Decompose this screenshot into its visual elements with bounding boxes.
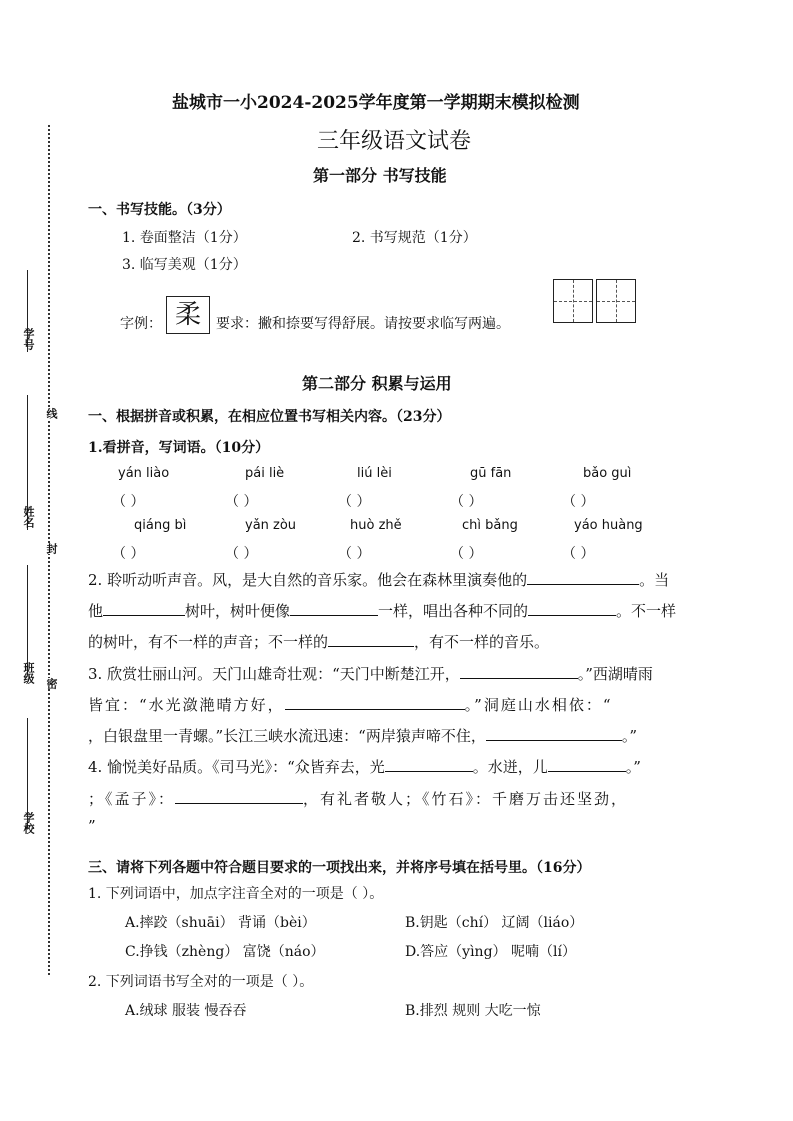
school-title: 盐城市一小2024-2025学年度第一学期期末模拟检测 [172,93,580,113]
part2-title: 第二部分 积累与运用 [302,374,452,393]
fill-blank[interactable] [175,789,303,804]
q1-title: 1.看拼音，写词语。（10分） [88,440,270,456]
q2-text: 的树叶，有不一样的声音；不一样的 [88,633,329,651]
mc2-option-b: B.排烈 规则 大吃一惊 [405,1003,541,1019]
mc1-option-a: A.摔跤（shuāi） 背诵（bèi） [125,915,316,931]
pinyin-item: huò zhě [350,518,402,533]
answer-blank[interactable]: （ ） [450,494,483,510]
seal-mark-mi: 密 [45,678,58,689]
q2-text: 。不一样 [616,602,677,620]
q2-text: 2. 聆听动听声音。风，是大自然的音乐家。他会在森林里演奏他的 [88,571,528,589]
pinyin-item: bǎo guì [583,466,632,481]
part2-section1-heading: 一、根据拼音或积累，在相应位置书写相关内容。（23分） [88,409,451,425]
fill-blank[interactable] [460,664,578,679]
pinyin-item: yǎn zòu [245,518,297,533]
answer-blank[interactable]: （ ） [338,546,371,562]
q2-line-1 [88,569,669,590]
q2-text: ，有不一样的音乐。 [414,633,550,651]
fill-blank[interactable] [285,695,465,710]
part1-section-heading: 一、书写技能。（3分） [88,202,231,218]
sample-label: 字例： [120,316,162,332]
part2-section3-heading: 三、请将下列各题中符合题目要求的一项找出来，并将序号填在括号里。（16分） [88,860,591,876]
answer-blank[interactable]: （ ） [450,546,483,562]
pinyin-item: yán liào [118,466,170,481]
writing-requirement: 要求：撇和捺要写得舒展。请按要求临写两遍。 [216,316,510,332]
q3-text: 。”西湖晴雨 [577,665,653,683]
q2-text: 。当 [639,571,670,589]
fill-blank[interactable] [528,601,616,616]
fill-blank[interactable] [385,757,473,772]
q4-text: ，有礼者敬人；《竹石》：千磨万击还坚劲， [303,790,629,808]
q2-line-3 [88,631,549,652]
q3-line-2 [88,694,708,715]
q3-text: 3. 欣赏壮丽山河。天门山雄奇壮观：“天门中断楚江开， [88,665,460,683]
seal-mark-feng: 封 [45,543,58,554]
part1-title: 第一部分 书写技能 [313,166,447,185]
sample-character-box: 柔 [166,296,210,334]
q4-line-3: ” [88,817,96,835]
q4-text: 。水迸，儿 [472,758,548,776]
answer-blank[interactable]: （ ） [112,494,145,510]
mc1-option-b: B.钥匙（chí） 辽阔（liáo） [405,915,584,931]
seal-mark-xian: 线 [45,408,58,419]
copy-grid-box-1[interactable] [553,279,593,323]
pinyin-item: pái liè [245,466,285,481]
fill-blank[interactable] [486,726,622,741]
mc1-option-d: D.答应（yìng） 呢喃（lí） [405,944,576,960]
answer-blank[interactable]: （ ） [225,494,258,510]
q3-line-3 [88,725,637,746]
part1-item-3: 3. 临写美观（1分） [122,257,247,273]
q3-text: 。”洞庭山水相依：“ [464,696,613,714]
fill-blank[interactable] [328,632,414,647]
answer-blank[interactable]: （ ） [562,546,595,562]
mc1-stem: 1. 下列词语中，加点字注音全对的一项是（ ）。 [88,886,384,902]
answer-blank[interactable]: （ ） [562,494,595,510]
q3-line-1 [88,663,653,684]
mc2-option-a: A.绒球 服装 慢吞吞 [125,1003,247,1019]
pinyin-item: qiáng bì [134,518,187,533]
q4-text: ；《孟子》： [88,790,176,808]
pinyin-item: yáo huàng [574,518,643,533]
part1-item-2: 2. 书写规范（1分） [352,230,477,246]
q4-line-2 [88,788,628,809]
mc2-stem: 2. 下列词语书写全对的一项是（ ）。 [88,974,314,990]
exam-title: 三年级语文试卷 [317,129,472,154]
q2-line-2 [88,600,676,621]
fill-blank[interactable] [527,570,639,585]
q3-text: ，白银盘里一青螺。”长江三峡水流迅速：“两岸猿声啼不住， [88,727,486,745]
q4-text: 4. 愉悦美好品质。《司马光》：“众皆弃去，光 [88,758,385,776]
pinyin-item: chì bǎng [462,518,518,533]
class-line [27,565,28,675]
student-id-label: 学号 [22,328,35,350]
part1-item-1: 1. 卷面整洁（1分） [122,230,247,246]
q4-text: 。” [625,758,641,776]
pinyin-item: liú lèi [357,466,392,481]
name-label: 姓名 [22,506,35,528]
answer-blank[interactable]: （ ） [225,546,258,562]
fill-blank[interactable] [548,757,626,772]
fill-blank[interactable] [290,601,378,616]
q4-line-1 [88,756,641,777]
fill-blank[interactable] [103,601,185,616]
mc1-option-c: C.挣钱（zhèng） 富饶（náo） [125,944,325,960]
q2-text: 树叶，树叶便像 [185,602,291,620]
q2-text: 一样，唱出各种不同的 [378,602,529,620]
pinyin-item: gū fān [470,466,512,481]
q3-text: 。” [621,727,638,745]
answer-blank[interactable]: （ ） [338,494,371,510]
copy-grid-box-2[interactable] [596,279,636,323]
answer-blank[interactable]: （ ） [112,546,145,562]
school-label: 学校 [22,812,35,834]
q3-text: 皆宜：“水光潋滟晴方好， [88,696,285,714]
q2-text: 他 [88,602,104,620]
class-label: 班级 [22,662,35,684]
